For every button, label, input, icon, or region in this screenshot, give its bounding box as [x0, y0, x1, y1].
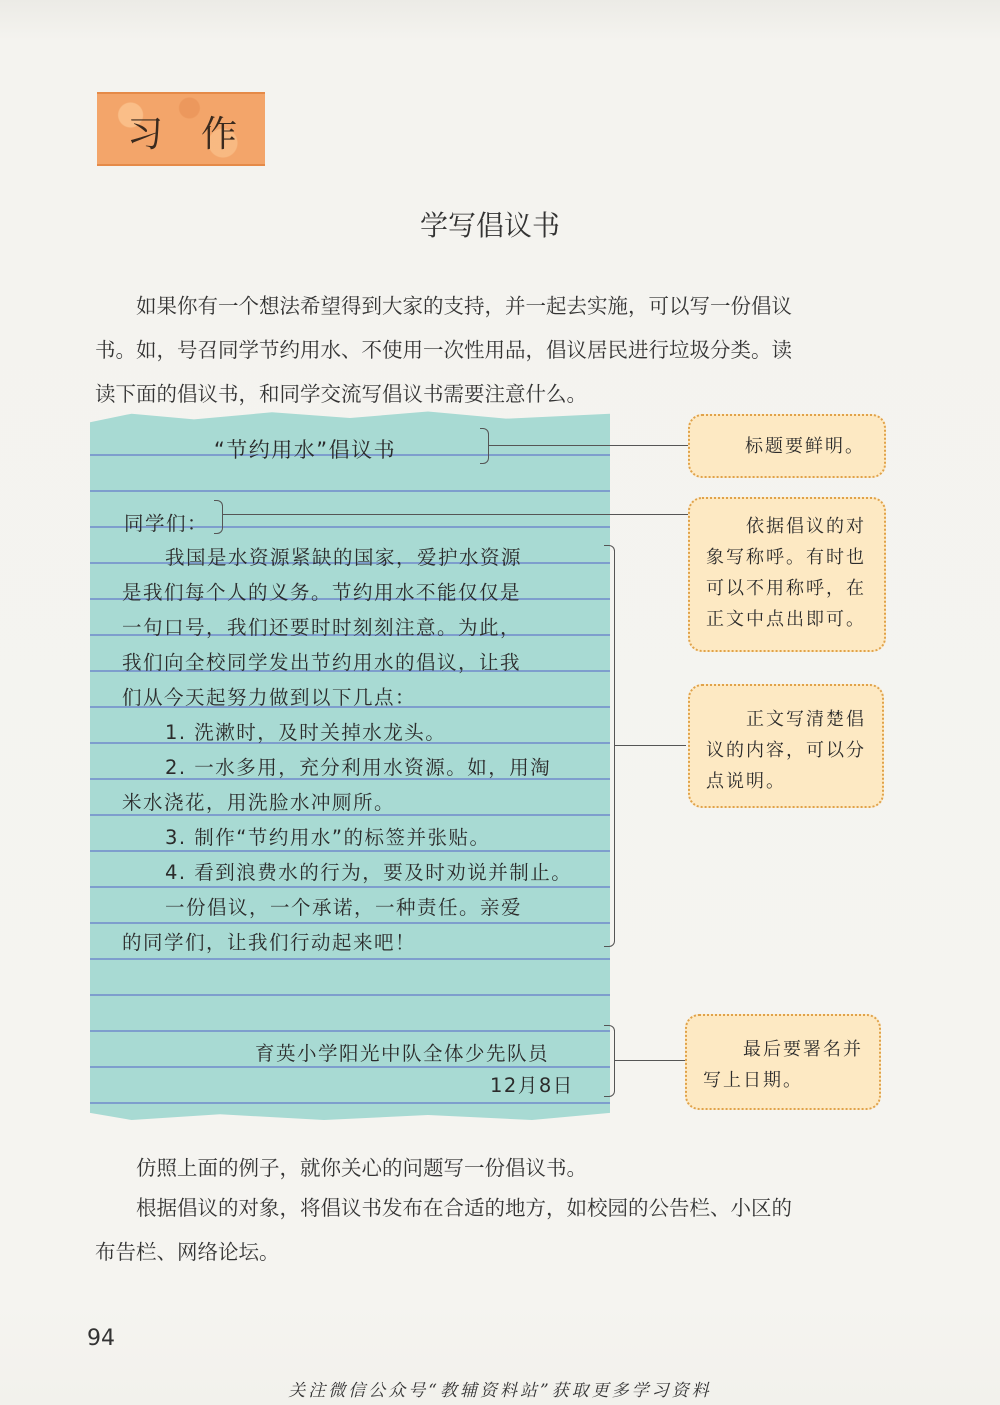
note-greeting [688, 497, 886, 652]
page-title-text: 学写倡议书 [419, 209, 560, 242]
outro-paragraph-2 [95, 1186, 895, 1274]
footer-watermark-text: 关注微信公众号“教辅资料站”获取更多学习资料 [288, 1381, 712, 1401]
letter-list-item: 3. 制作“节约用水”的标签并张贴。 [165, 826, 491, 849]
note-body [688, 684, 884, 808]
intro-line: 书。如，号召同学节约用水、不使用一次性用品，倡议居民进行垃圾分类。读 [95, 338, 792, 362]
letter-body-line: 一句口号，我们还要时时刻刻注意。为此， [122, 616, 522, 639]
intro-line: 读下面的倡议书，和同学交流写倡议书需要注意什么。 [95, 382, 587, 406]
note-greeting-line: 依据倡议的对 [746, 516, 866, 537]
letter-body-line: 是我们每个人的义务。节约用水不能仅仅是 [122, 581, 522, 604]
note-greeting-line: 正文中点出即可。 [706, 609, 866, 630]
outro-line: 根据倡议的对象，将倡议书发布在合适的地方，如校园的公告栏、小区的 [136, 1196, 792, 1220]
outro-line: 布告栏、网络论坛。 [95, 1240, 280, 1264]
note-greeting-line: 象写称呼。有时也 [706, 547, 866, 568]
letter-list-item: 4. 看到浪费水的行为，要及时劝说并制止。 [165, 861, 573, 884]
note-title [688, 414, 886, 478]
note-greeting-line: 可以不用称呼，在 [706, 578, 866, 599]
letter-body-line: 一份倡议，一个承诺，一种责任。亲爱 [165, 896, 523, 919]
section-tag-char-2: 作 [201, 114, 238, 155]
letter-body-line: 我们向全校同学发出节约用水的倡议，让我 [122, 651, 522, 674]
letter-body-line: 们从今天起努力做到以下几点： [122, 686, 417, 709]
letter-body-line: 我国是水资源紧缺的国家，爱护水资源 [165, 546, 523, 569]
note-signature-line: 写上日期。 [703, 1070, 803, 1091]
body-connector-line [614, 745, 686, 746]
body-bracket [604, 545, 615, 947]
title-connector-line [488, 445, 690, 446]
outro-paragraph-1 [95, 1146, 895, 1190]
outro-line: 仿照上面的例子，就你关心的问题写一份倡议书。 [136, 1156, 587, 1180]
greeting-bracket [214, 500, 223, 534]
page-number: 94 [87, 1326, 115, 1351]
section-tag-char-1: 习 [127, 114, 164, 155]
greeting-connector-line [222, 514, 690, 515]
note-body-line: 点说明。 [706, 771, 786, 792]
note-body-line: 议的内容，可以分 [706, 740, 866, 761]
letter-body-line: 的同学们，让我们行动起来吧！ [122, 931, 417, 954]
letter-signature: 育英小学阳光中队全体少先队员 [255, 1042, 550, 1065]
title-bracket [480, 428, 489, 464]
section-tag [97, 92, 265, 166]
letter-title: “节约用水”倡议书 [213, 438, 397, 462]
letter-body-line: 米水浇花，用洗脸水冲厕所。 [122, 791, 396, 814]
intro-line: 如果你有一个想法希望得到大家的支持，并一起去实施，可以写一份倡议 [136, 294, 792, 318]
note-title-text: 标题要鲜明。 [745, 436, 865, 457]
letter-greeting: 同学们： [124, 512, 209, 535]
intro-paragraph [95, 284, 895, 416]
page-title [0, 204, 1000, 244]
note-signature [685, 1014, 881, 1110]
note-signature-line: 最后要署名并 [743, 1039, 863, 1060]
letter-date: 12月8日 [490, 1074, 574, 1097]
signature-bracket [604, 1025, 615, 1097]
note-body-line: 正文写清楚倡 [746, 709, 866, 730]
letter-list-item: 1. 洗漱时，及时关掉水龙头。 [165, 721, 447, 744]
signature-connector-line [614, 1060, 686, 1061]
letter-list-item: 2. 一水多用，充分利用水资源。如，用淘 [165, 756, 552, 779]
